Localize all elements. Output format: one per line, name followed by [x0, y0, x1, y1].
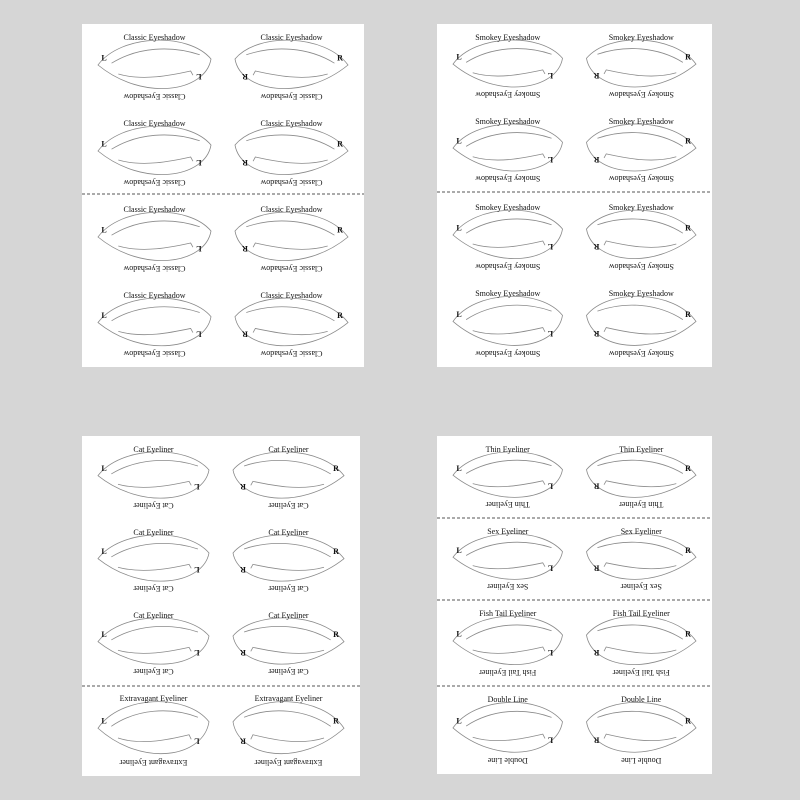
- stencil-right-eye: [587, 203, 697, 271]
- stencil-label: Extravagant Eyeliner: [254, 694, 323, 703]
- side-letter-inverted: R: [593, 563, 600, 573]
- side-letter: R: [685, 716, 691, 726]
- stencil-label-inverted: Extravagant Eyeliner: [119, 758, 188, 767]
- stencil-right-eye: [235, 205, 348, 273]
- stencil-cutline: [466, 542, 551, 569]
- stencil-cutline: [466, 711, 551, 740]
- side-letter-inverted: R: [240, 482, 246, 492]
- side-letter: L: [456, 629, 462, 639]
- side-letter-inverted: R: [593, 154, 600, 164]
- side-letter-inverted: L: [547, 481, 554, 491]
- side-letter: L: [101, 139, 107, 149]
- stencil-right-eye: [587, 33, 697, 99]
- stencil-outline: [235, 212, 348, 260]
- side-letter: R: [685, 309, 691, 319]
- stencil-label: Smokey Eyeshadow: [475, 289, 541, 298]
- stencil-label-inverted: Classic Eyeshadow: [260, 264, 323, 273]
- stencil-left-eye: [453, 203, 563, 271]
- stencil-outline: [587, 210, 697, 258]
- stencil-cutline: [112, 135, 200, 163]
- stencil-label-inverted: Smokey Eyeshadow: [608, 90, 674, 99]
- side-letter-inverted: L: [194, 482, 200, 492]
- stencil-outline: [233, 535, 344, 581]
- stencil-outline: [98, 40, 211, 88]
- side-letter: R: [685, 629, 691, 639]
- stencil-cutline: [597, 305, 682, 334]
- side-letter-inverted: R: [242, 244, 248, 254]
- stencil-left-eye: [98, 119, 211, 187]
- stencil-outline: [98, 126, 211, 174]
- stencil-label: Cat Eyeliner: [133, 445, 174, 454]
- side-letter-inverted: R: [593, 70, 600, 80]
- side-letter: L: [101, 53, 107, 63]
- stencil-outline: [235, 298, 348, 346]
- stencil-outline: [98, 452, 209, 498]
- stencil-cutline: [111, 543, 198, 570]
- stencil-label-inverted: Thin Eyeliner: [485, 500, 530, 509]
- side-letter-inverted: R: [593, 242, 600, 252]
- side-letter-inverted: L: [547, 242, 554, 252]
- stencil-left-eye: [453, 445, 563, 509]
- side-letter: L: [456, 136, 462, 146]
- side-letter: L: [456, 223, 462, 233]
- stencil-cutline: [111, 460, 198, 487]
- side-letter: R: [685, 223, 691, 233]
- stencil-label: Sex Eyeliner: [620, 527, 662, 536]
- stencil-left-eye: [453, 527, 563, 591]
- side-letter: R: [333, 716, 339, 726]
- stencil-cutline: [597, 49, 682, 76]
- stencil-right-eye: [235, 33, 348, 101]
- side-letter-inverted: L: [196, 158, 202, 168]
- stencil-cutline: [597, 460, 682, 487]
- stencil-cutline: [466, 49, 551, 76]
- stencil-label-inverted: Smokey Eyeshadow: [475, 349, 541, 358]
- stencil-label: Classic Eyeshadow: [123, 291, 186, 300]
- side-letter-inverted: L: [194, 736, 200, 746]
- stencil-cutline: [466, 625, 551, 653]
- stencil-left-eye: [98, 694, 209, 767]
- stencil-left-eye: [453, 609, 563, 677]
- side-letter-inverted: L: [547, 563, 554, 573]
- stencil-label: Classic Eyeshadow: [260, 119, 323, 128]
- stencil-outline: [587, 40, 697, 87]
- side-letter: L: [101, 225, 107, 235]
- side-letter: L: [101, 547, 107, 557]
- side-letter: R: [337, 225, 343, 235]
- side-letter: L: [101, 630, 107, 640]
- side-letter-inverted: L: [196, 72, 202, 82]
- stencil-outline: [587, 124, 697, 171]
- stencil-cutline: [597, 133, 682, 160]
- stencil-right-eye: [587, 445, 697, 509]
- side-letter-inverted: L: [547, 70, 554, 80]
- side-letter-inverted: L: [547, 154, 554, 164]
- stencil-label: Smokey Eyeshadow: [608, 117, 674, 126]
- side-letter: R: [333, 630, 339, 640]
- stencil-right-eye: [587, 695, 697, 765]
- stencil-label: Sex Eyeliner: [487, 527, 529, 536]
- stencil-outline: [587, 452, 697, 498]
- stencil-label-inverted: Double Line: [487, 756, 528, 765]
- stencil-left-eye: [98, 528, 209, 593]
- stencil-label-inverted: Sex Eyeliner: [487, 582, 529, 591]
- side-letter-inverted: R: [593, 328, 600, 338]
- stencil-label: Smokey Eyeshadow: [475, 33, 541, 42]
- stencil-cutline: [597, 625, 682, 653]
- stencil-label-inverted: Sex Eyeliner: [620, 582, 662, 591]
- side-letter: R: [685, 463, 691, 473]
- stencil-label: Cat Eyeliner: [268, 528, 309, 537]
- stencil-cutline: [112, 49, 200, 77]
- stencil-outline: [98, 298, 211, 346]
- stencil-left-eye: [98, 33, 211, 101]
- stencil-label-inverted: Smokey Eyeshadow: [608, 262, 674, 271]
- side-letter: R: [685, 136, 691, 146]
- stencil-outline: [453, 702, 563, 752]
- stencil-cutline: [111, 626, 198, 653]
- stencil-outline: [587, 296, 697, 345]
- stencil-left-eye: [98, 205, 211, 273]
- stencil-right-eye: [233, 611, 344, 676]
- stencil-label-inverted: Classic Eyeshadow: [260, 349, 323, 358]
- stencil-label: Smokey Eyeshadow: [475, 117, 541, 126]
- stencil-label: Thin Eyeliner: [619, 445, 664, 454]
- stencil-label-inverted: Fish Tail Eyeliner: [612, 668, 670, 677]
- sheet-assorted-eyeliners: [437, 436, 712, 774]
- stencil-outline: [453, 40, 563, 87]
- stencil-right-eye: [235, 291, 348, 358]
- stencil-right-eye: [233, 694, 344, 767]
- stencil-label: Cat Eyeliner: [133, 611, 174, 620]
- stencil-label-inverted: Classic Eyeshadow: [123, 264, 186, 273]
- stencil-cutline: [246, 49, 334, 77]
- stencil-label: Classic Eyeshadow: [123, 205, 186, 214]
- stencil-outline: [98, 618, 209, 664]
- stencil-label-inverted: Smokey Eyeshadow: [608, 349, 674, 358]
- stencil-label-inverted: Cat Eyeliner: [133, 584, 174, 593]
- stencil-label-inverted: Cat Eyeliner: [268, 501, 309, 510]
- stencil-label-inverted: Classic Eyeshadow: [123, 178, 186, 187]
- stencil-label: Double Line: [621, 695, 662, 704]
- stencil-outline: [98, 535, 209, 581]
- side-letter: L: [456, 309, 462, 319]
- stencil-left-eye: [98, 611, 209, 676]
- stencil-left-eye: [453, 117, 563, 183]
- stencil-outline: [98, 702, 209, 754]
- stencil-outline: [453, 296, 563, 345]
- stencil-cutline: [466, 219, 551, 247]
- stencil-outline: [453, 452, 563, 498]
- stencil-outline: [453, 616, 563, 664]
- stencil-label-inverted: Classic Eyeshadow: [123, 349, 186, 358]
- stencil-cutline: [466, 133, 551, 160]
- side-letter-inverted: L: [194, 648, 200, 658]
- side-letter: L: [101, 716, 107, 726]
- stencil-left-eye: [98, 445, 209, 510]
- stencil-label: Smokey Eyeshadow: [608, 289, 674, 298]
- stencil-label: Classic Eyeshadow: [260, 291, 323, 300]
- stencil-left-eye: [453, 33, 563, 99]
- side-letter: R: [333, 547, 339, 557]
- stencil-label: Smokey Eyeshadow: [608, 203, 674, 212]
- stencil-cutline: [246, 135, 334, 163]
- stencil-cutline: [111, 711, 198, 742]
- stencil-cutline: [597, 542, 682, 569]
- side-letter: R: [685, 545, 691, 555]
- stencil-label-inverted: Thin Eyeliner: [619, 500, 664, 509]
- stencil-label: Classic Eyeshadow: [260, 205, 323, 214]
- stencil-label: Smokey Eyeshadow: [475, 203, 541, 212]
- stencil-cutline: [466, 460, 551, 487]
- stencil-label: Thin Eyeliner: [485, 445, 530, 454]
- stencil-right-eye: [587, 117, 697, 183]
- stencil-outline: [453, 210, 563, 258]
- side-letter-inverted: L: [196, 244, 202, 254]
- stencil-label: Classic Eyeshadow: [260, 33, 323, 42]
- sheet-classic-eyeshadow: [82, 24, 364, 367]
- stencil-outline: [98, 212, 211, 260]
- stencil-outline: [453, 124, 563, 171]
- stencil-right-eye: [233, 445, 344, 510]
- stencil-label: Cat Eyeliner: [268, 611, 309, 620]
- stencil-label-inverted: Cat Eyeliner: [133, 667, 174, 676]
- stencil-label: Classic Eyeshadow: [123, 119, 186, 128]
- side-letter-inverted: L: [547, 735, 554, 745]
- stencil-label-inverted: Classic Eyeshadow: [260, 92, 323, 101]
- stencil-label: Cat Eyeliner: [268, 445, 309, 454]
- stencil-label: Double Line: [487, 695, 528, 704]
- stencil-label-inverted: Smokey Eyeshadow: [475, 174, 541, 183]
- stencil-label: Smokey Eyeshadow: [608, 33, 674, 42]
- side-letter: R: [337, 139, 343, 149]
- stencil-outline: [233, 618, 344, 664]
- stencil-outline: [587, 534, 697, 580]
- stencil-outline: [235, 126, 348, 174]
- side-letter: R: [337, 311, 343, 321]
- side-letter-inverted: R: [240, 648, 246, 658]
- side-letter-inverted: R: [242, 158, 248, 168]
- stencil-label: Classic Eyeshadow: [123, 33, 186, 42]
- stencil-cutline: [244, 626, 331, 653]
- side-letter-inverted: L: [194, 565, 200, 575]
- stencil-right-eye: [587, 609, 697, 677]
- stencil-label-inverted: Fish Tail Eyeliner: [479, 668, 537, 677]
- stencil-outline: [587, 702, 697, 752]
- stencil-left-eye: [453, 289, 563, 358]
- side-letter: L: [456, 52, 462, 62]
- stencil-cutline: [244, 460, 331, 487]
- side-letter: R: [333, 464, 339, 474]
- stencil-cutline: [112, 307, 200, 335]
- stencil-left-eye: [98, 291, 211, 358]
- sheet-smokey-eyeshadow: [437, 24, 712, 367]
- stencil-outline: [235, 40, 348, 88]
- side-letter-inverted: R: [242, 329, 248, 339]
- side-letter-inverted: R: [240, 736, 246, 746]
- stencil-outline: [233, 452, 344, 498]
- side-letter-inverted: R: [593, 735, 600, 745]
- stencil-sheet-art: [82, 24, 364, 367]
- stencil-outline: [587, 616, 697, 664]
- side-letter-inverted: R: [593, 481, 600, 491]
- stencil-outline: [233, 702, 344, 754]
- stencil-label-inverted: Extravagant Eyeliner: [254, 758, 323, 767]
- stencil-cutline: [466, 305, 551, 334]
- stencil-cutline: [246, 307, 334, 335]
- stencil-label-inverted: Double Line: [621, 756, 662, 765]
- side-letter: L: [101, 311, 107, 321]
- stencil-cutline: [597, 219, 682, 247]
- stencil-sheet-art: [437, 436, 712, 774]
- stencil-label-inverted: Cat Eyeliner: [268, 667, 309, 676]
- stencil-cutline: [244, 543, 331, 570]
- side-letter: L: [101, 464, 107, 474]
- stencil-sheet-art: [437, 24, 712, 367]
- side-letter-inverted: L: [547, 648, 554, 658]
- stencil-cutline: [246, 221, 334, 249]
- stencil-label-inverted: Smokey Eyeshadow: [475, 90, 541, 99]
- sheet-cat-eyeliner: [82, 436, 360, 776]
- stencil-label: Fish Tail Eyeliner: [612, 609, 670, 618]
- stencil-right-eye: [587, 527, 697, 591]
- side-letter-inverted: L: [547, 328, 554, 338]
- stencil-right-eye: [587, 289, 697, 358]
- stencil-label: Fish Tail Eyeliner: [479, 609, 537, 618]
- side-letter-inverted: R: [242, 72, 248, 82]
- stencil-label-inverted: Smokey Eyeshadow: [475, 262, 541, 271]
- side-letter: L: [456, 545, 462, 555]
- stencil-label: Cat Eyeliner: [133, 528, 174, 537]
- stencil-label-inverted: Smokey Eyeshadow: [608, 174, 674, 183]
- side-letter-inverted: R: [593, 648, 600, 658]
- side-letter: R: [337, 53, 343, 63]
- stencil-left-eye: [453, 695, 563, 765]
- stencil-sheet-art: [82, 436, 360, 776]
- stencil-cutline: [244, 711, 331, 742]
- stencil-label-inverted: Cat Eyeliner: [133, 501, 174, 510]
- side-letter: L: [456, 463, 462, 473]
- stencil-label: Extravagant Eyeliner: [119, 694, 188, 703]
- stencil-cutline: [597, 711, 682, 740]
- stencil-right-eye: [235, 119, 348, 187]
- side-letter: R: [685, 52, 691, 62]
- stencil-right-eye: [233, 528, 344, 593]
- stencil-label-inverted: Classic Eyeshadow: [123, 92, 186, 101]
- side-letter-inverted: R: [240, 565, 246, 575]
- side-letter-inverted: L: [196, 329, 202, 339]
- side-letter: L: [456, 716, 462, 726]
- stencil-cutline: [112, 221, 200, 249]
- stencil-label-inverted: Classic Eyeshadow: [260, 178, 323, 187]
- stencil-outline: [453, 534, 563, 580]
- stencil-label-inverted: Cat Eyeliner: [268, 584, 309, 593]
